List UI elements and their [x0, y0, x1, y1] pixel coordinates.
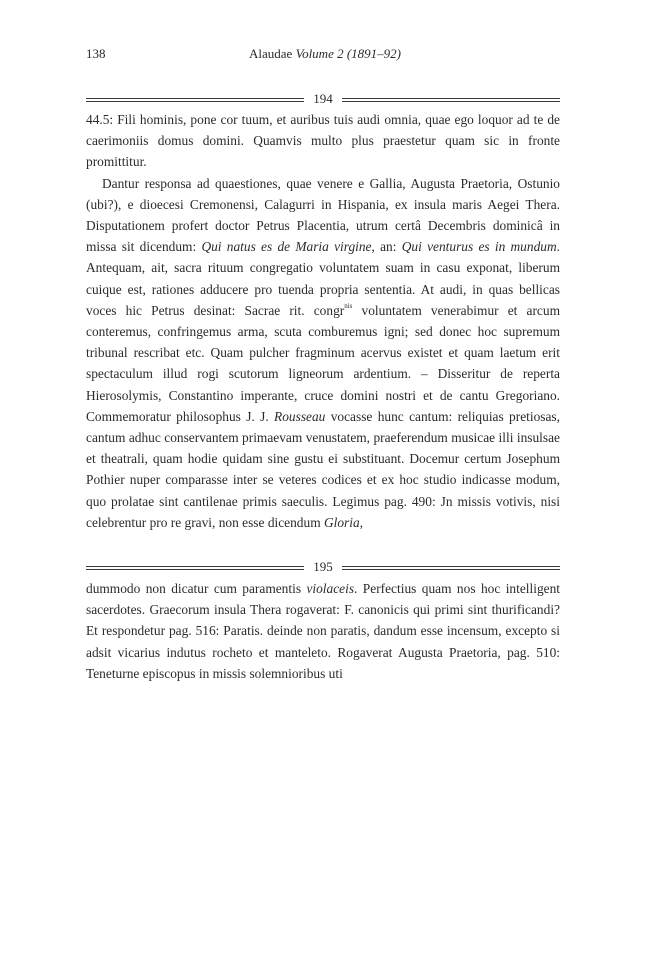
divider-rule-left: [86, 98, 304, 102]
paragraph-quotation: 44.5: Fili hominis, pone cor tuum, et auribus tuis audi omnia, quae ego loquor ad te de caerimoniis domus domini. Quamvis multo plus praestetur quam sic in fronte promittitur.: [86, 112, 560, 170]
text-run: vocasse hunc cantum: reliquias pretiosas, cantum adhuc conservantem primaevam venustatem, praeferendum musicae illi insulsae et theatrali, quam hodie quidam sine gustu ei substituant. Docemur certum Josephum Pothier nuper comparasse inter se veteres codices et ex hoc studio indicasse modum, quo prolatae sint cantilenae primis saeculis. Legimus pag. 490: Jn missis votivis, nisi celebrentur pro re gravi, non esse dicendum: [86, 408, 560, 530]
superscript-abbreviation: nis: [344, 301, 353, 310]
italic-phrase: Gloria: [323, 514, 360, 530]
text-run: , an:: [371, 239, 402, 255]
running-title: [86, 46, 564, 62]
text-run: Dantur responsa ad quaestiones, quae venere e Gallia, Augusta Praetoria, Ostunio (ubi?), e dioecesi Cremonensi, Calagurri in Hispania, ex insula maris Aegei Thera. Disputationem profert doctor Petrus Placentia, utrum certâ Decembris dominicâ in missa sit dicendum:: [86, 175, 560, 255]
volume-label: Volume 2 (1891–92): [295, 46, 401, 61]
text-block-194: [86, 109, 560, 533]
divider-rule-right: [342, 98, 560, 102]
running-header: [86, 46, 564, 64]
divider-rule-right: [342, 566, 560, 570]
text-run: ,: [359, 514, 364, 530]
text-block-195: [86, 578, 560, 684]
folio-divider-195: [86, 559, 560, 576]
folio-marker: 194: [313, 91, 333, 106]
page-number: 138: [86, 46, 106, 61]
italic-phrase: Qui venturus es in mundum: [401, 239, 557, 255]
divider-rule-left: [86, 566, 304, 570]
folio-divider-194: [86, 91, 560, 108]
italic-phrase: violaceis: [306, 581, 355, 596]
paragraph-continuation: [86, 578, 560, 684]
folio-marker: 195: [313, 559, 333, 574]
italic-name: Rousseau: [274, 408, 326, 424]
text-run: . Antequam, ait, sacra rituum congregatio voluntatem suam in casu exponat, liberum cuique est, rationes adducere pro tuenda propria sententia. At audi, in quas bellicas voces hic Petrus desinat: Sacrae rit. congr: [86, 239, 560, 318]
text-run: voluntatem venerabimur et arcum conteremus, confringemus arma, scuta comburemus igni; sed donec hoc supremum tribunal rescribat etc. Quam pulcher fragminum acervus existet et quam laetum erit spectaculum illud rogi scutorum ligneorum ardentium. – Disseritur de reperta Hierosolymis, Constantino imperante, cruce domini nostri et de cantu Gregoriano. Commemoratur philosophus J. J.: [86, 302, 560, 424]
paragraph-responses: [86, 173, 560, 533]
text-run: dummodo non dicatur cum paramentis: [86, 581, 307, 596]
journal-title: Alaudae: [249, 46, 293, 61]
text-run: . Perfectius quam nos hoc intelligent sacerdotes. Graecorum insula Thera rogaverat: F. canonicis qui primi sint thurificandi? Et respondetur pag. 516: Paratis. deinde non paratis, dandum esse incensum, excepto si adsit vicarius indutus rocheto et manteleto. Rogaverat Augusta Praetoria, pag. 510: Teneturne episcopus in missis solemnioribus uti: [86, 581, 560, 681]
italic-phrase: Qui natus es de Maria virgine: [201, 239, 372, 255]
